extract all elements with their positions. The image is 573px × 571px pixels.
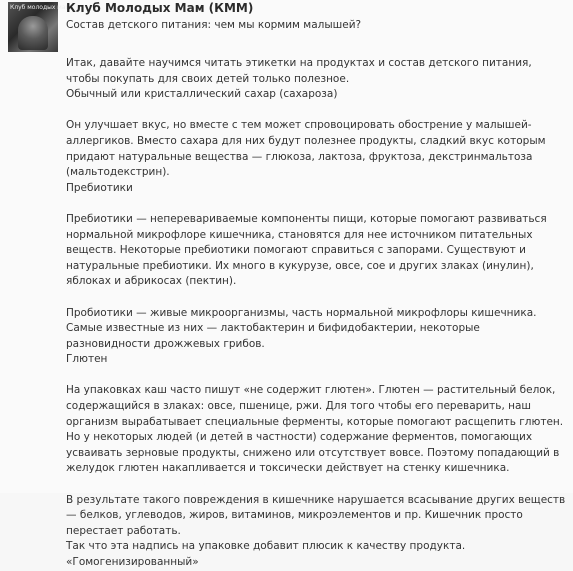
paragraph-conclusion: Так что эта надпись на упаковке добавит плюсик к качеству продукта. [66,540,466,553]
paragraph-gluten: На упаковках каш часто пишут «не содержит глютен». Глютен — растительный белок, содержащийся в злаках: овсе, пшенице, ржи. Для того чтобы его переварить, наш организм вырабатывает специальные ферменты, которые помогают расщепить глютен. Но у некоторых людей (и детей в частности) содержание ферментов, помогающих усваивать зерновые продукты, снижено или отсутствует вовсе. Поэтому попадающий в желудок глютен накапливается и токсически действует на стенку кишечника. [66,384,564,475]
group-name-link[interactable]: Клуб Молодых Мам (КММ) [66,1,254,15]
group-avatar[interactable] [8,2,71,52]
paragraph-prebiotics: Пребиотики — неперевариваемые компоненты пищи, которые помогают развиваться нормальной микрофлоре кишечника, становятся для нее источником питательных веществ. Некоторые пребиотики помогают справиться с запорами. Существуют и натуральные пребиотики. Их много в кукурузе, овсе, сое и других злаках (инулин), яблоках и абрикосах (пектин). [66,212,547,288]
post-body [66,56,566,571]
heading-homogenized: «Гомогенизированный» [66,556,199,568]
avatar-caption: Клуб молодых мам [10,4,71,11]
heading-sugar: Обычный или кристаллический сахар (сахароза) [66,88,338,101]
paragraph-sugar: Он улучшает вкус, но вместе с тем может спровоцировать обострение у малышей-аллергиков. Вместо сахара для них будут полезнее продукты, сладкий вкус которым придают натуральные вещества — глюкоза, лактоза, фруктоза, декстринмальтоза (мальтодекстрин). [66,119,546,179]
paragraph-intro: Итак, давайте научимся читать этикетки на продуктах и состав детского питания, чтобы покупать для своих детей только полезное. [66,57,532,85]
post-subtitle: Состав детского питания: чем мы кормим малышей? [66,19,362,31]
heading-gluten: Глютен [66,353,108,366]
heading-prebiotics: Пребиотики [66,181,133,194]
paragraph-result: В результате такого повреждения в кишечнике нарушается всасывание других веществ — белков, углеводов, жиров, витаминов, микроэлементов и пр. Кишечник просто перестает работать. [66,493,566,537]
avatar-photo [18,16,48,50]
paragraph-probiotics: Пробиотики — живые микроорганизмы, часть нормальной микрофлоры кишечника. Самые известные из них — лактобактерин и бифидобактерии, некоторые разновидности дрожжевых грибов. [66,306,537,350]
